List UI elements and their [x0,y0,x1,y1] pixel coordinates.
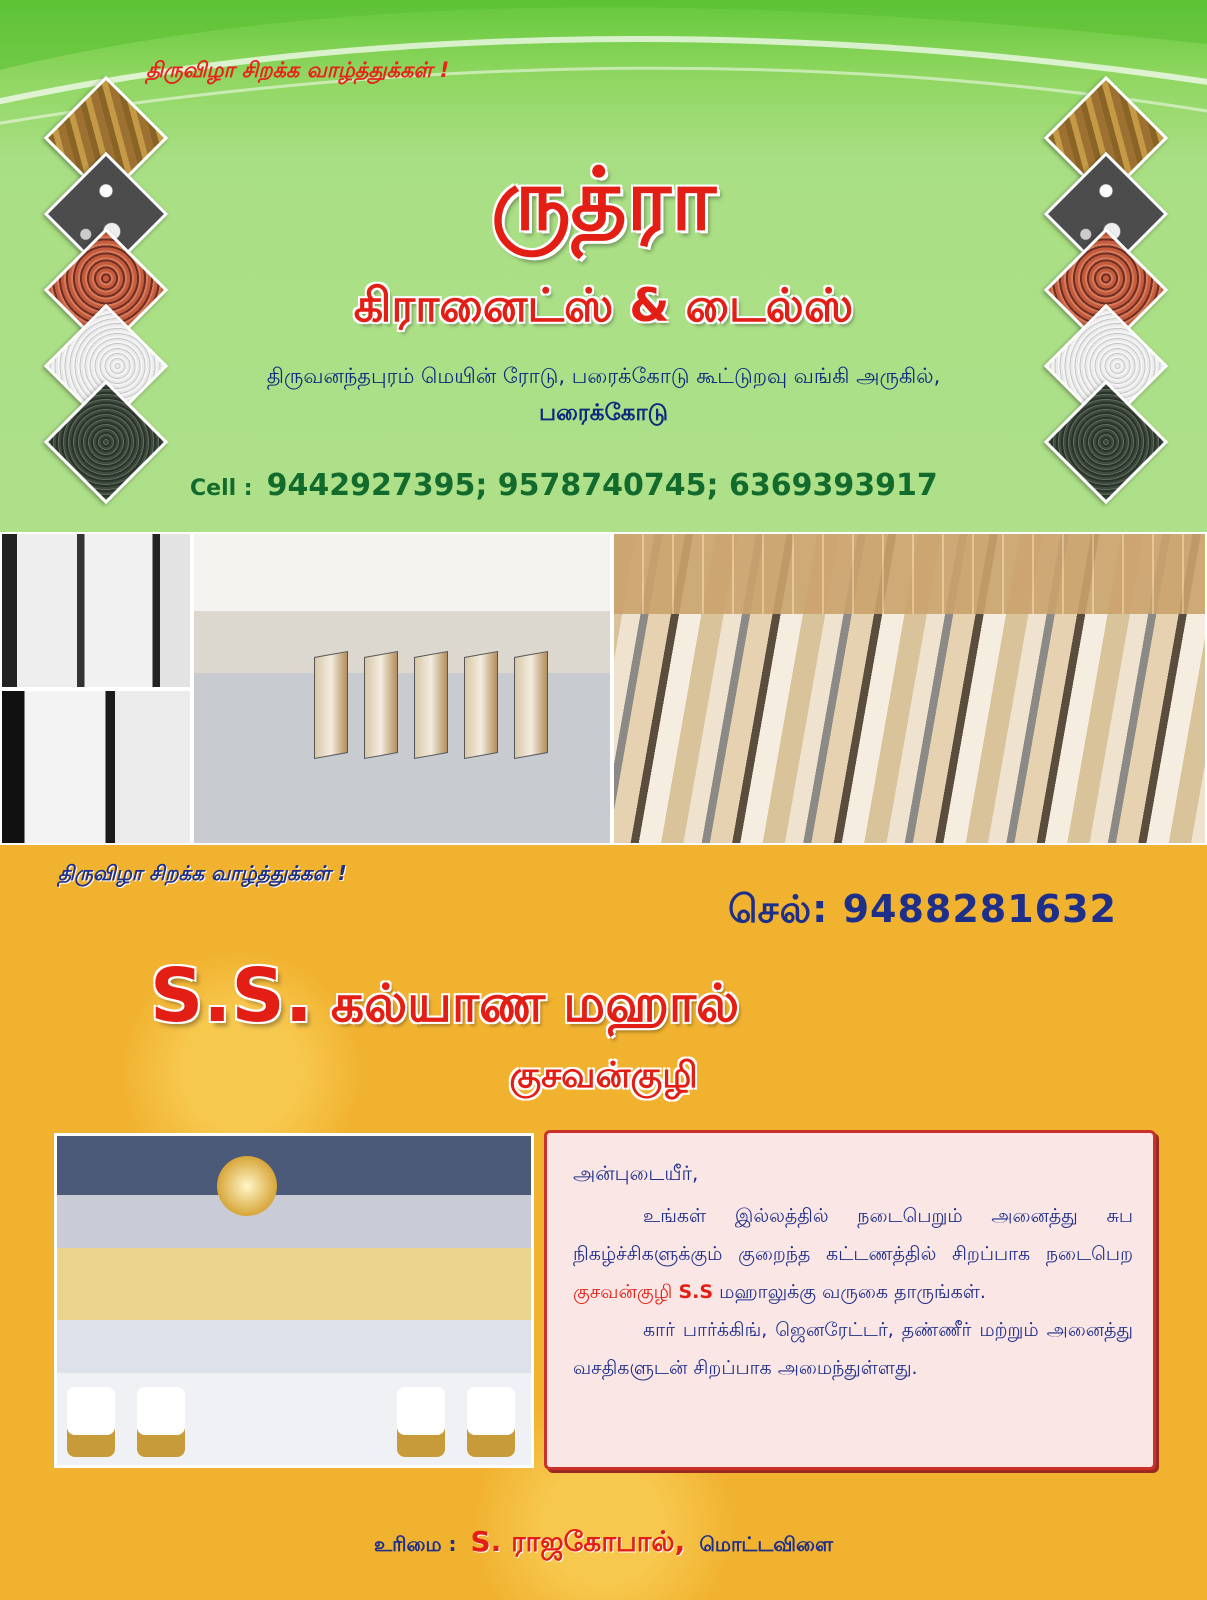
wedding-hall-photo [54,1133,534,1468]
granite-slab-panel [414,651,448,759]
chair [67,1387,115,1457]
rudra-ad-section [0,0,1207,532]
cell-numbers: 9442927395; 9578740745; 6369393917 [266,468,938,503]
hall-place: குசவன்குழி [509,1055,698,1096]
granite-slab-panel [314,651,348,759]
showroom-hall-photo [192,532,612,845]
letter-paragraph: கார் பார்க்கிங், ஜெனரேட்டர், தண்ணீர் மற்றும் அனைத்து வசதிகளுடன் சிறப்பாக அமைந்துள்ளது. [573,1319,1133,1379]
decorative-swoosh [0,0,1207,170]
owner-place: மொட்டவிளை [699,1532,833,1556]
granite-slab-panel [464,651,498,759]
phone-number: செல்: 9488281632 [728,887,1117,931]
invitation-letter-box [544,1130,1156,1470]
stacked-boxes [614,534,1207,614]
address-line: திருவனந்தபுரம் மெயின் ரோடு, பரைக்கோடு கூட்டுறவு வங்கி அருகில், [266,364,941,388]
ss-mahal-ad-section [0,845,1207,1600]
letter-paragraph [573,1197,1133,1311]
letter-ss: S.S [678,1281,714,1303]
festival-greeting: திருவிழா சிறக்க வாழ்த்துக்கள் ! [146,58,450,82]
showroom-photo-strip [0,532,1207,845]
tile-display-photo [0,532,192,689]
chandelier [217,1156,277,1216]
granite-slab-panel [514,651,548,759]
letter-body [573,1197,1133,1387]
granite-slab-panel [364,651,398,759]
granite-tile-image [1044,380,1168,504]
business-subtitle: கிரானைட்ஸ் & டைல்ஸ் [353,278,854,332]
letter-text: மஹாலுக்கு வருகை தாருங்கள். [713,1281,986,1303]
owner-label: உரிமை : [374,1532,457,1556]
chair [467,1387,515,1457]
brand-title: ருத்ரா [490,150,717,250]
hall-prefix: S.S. [150,953,313,1039]
letter-place: குசவன்குழி [573,1281,673,1303]
letter-text: உங்கள் இல்லத்தில் நடைபெறும் அனைத்து சுப நிகழ்ச்சிகளுக்கும் குறைந்த கட்டணத்தில் சிறப்பாக நடைபெற [573,1205,1133,1265]
letter-salutation: அன்புடையீர், [573,1161,699,1185]
cell-label: Cell : [190,476,253,501]
tile-display-photo [0,689,192,845]
festival-greeting: திருவிழா சிறக்க வாழ்த்துக்கள் ! [58,861,347,885]
address-town: பரைக்கோடு [538,400,669,426]
granite-tile-image [44,380,168,504]
cell-numbers-line [190,468,938,503]
chair [137,1387,185,1457]
hall-title [150,953,739,1041]
chair [397,1387,445,1457]
hall-name: கல்யாண மஹால் [330,974,740,1034]
granite-slab-warehouse-photo [612,532,1207,845]
owner-line [0,1525,1207,1562]
owner-name: S. ராஜகோபால், [470,1525,686,1558]
